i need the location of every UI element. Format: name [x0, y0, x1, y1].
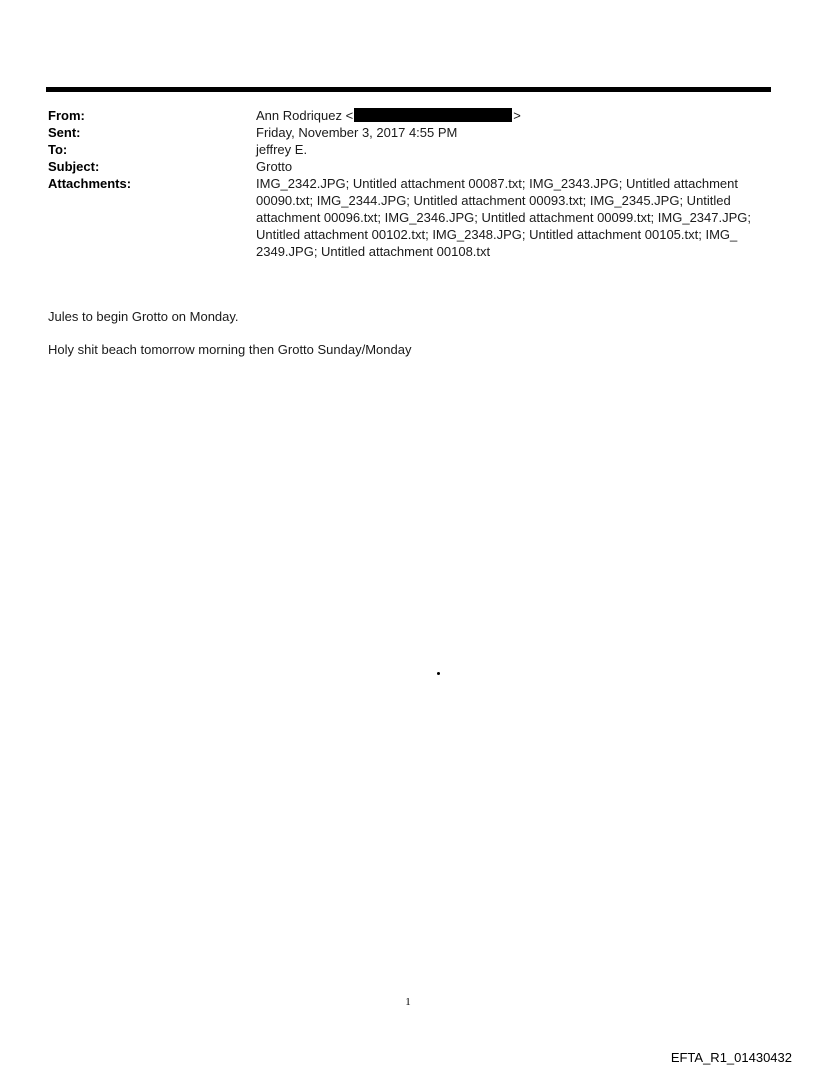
header-divider-rule — [46, 87, 771, 92]
body-paragraph: Jules to begin Grotto on Monday. — [48, 309, 239, 324]
subject-value: Grotto — [256, 159, 293, 174]
attachments-value: IMG_2342.JPG; Untitled attachment 00087.txt; IMG_2343.JPG; Untitled attachment 00090.txt; IMG_2344.JPG; Untitled attachment 00093.txt; IMG_2345.JPG; Untitled attachment 00096.txt; IMG_2346.JPG; Untitled attachment 00099.txt; IMG_2347.JPG; Untitled attachment 00102.txt; IMG_2348.JPG; Untitled attachment 00105.txt; IMG_ 2349.JPG; Untitled attachment 00108.txt — [256, 176, 751, 259]
to-value: jeffrey E. — [256, 142, 308, 157]
from-name: Ann Rodriquez < — [256, 108, 354, 123]
subject-row — [48, 158, 768, 175]
from-close-bracket: > — [513, 108, 521, 123]
body-paragraph: Holy shit beach tomorrow morning then Grotto Sunday/Monday — [48, 342, 412, 357]
to-row — [48, 141, 768, 158]
sent-label: Sent: — [48, 125, 81, 140]
from-row — [48, 107, 768, 124]
to-label: To: — [48, 142, 68, 157]
bates-number: EFTA_R1_01430432 — [670, 1050, 792, 1065]
sent-row — [48, 124, 768, 141]
from-label: From: — [48, 108, 85, 123]
page-number: 1 — [405, 996, 411, 1008]
email-body — [48, 308, 768, 374]
sent-value: Friday, November 3, 2017 4:55 PM — [256, 125, 458, 140]
attachments-label: Attachments: — [48, 176, 132, 191]
subject-label: Subject: — [48, 159, 100, 174]
from-value — [256, 107, 768, 124]
stray-mark — [437, 672, 440, 675]
redaction-bar — [354, 108, 512, 122]
email-header — [48, 107, 768, 260]
attachments-row — [48, 175, 768, 260]
